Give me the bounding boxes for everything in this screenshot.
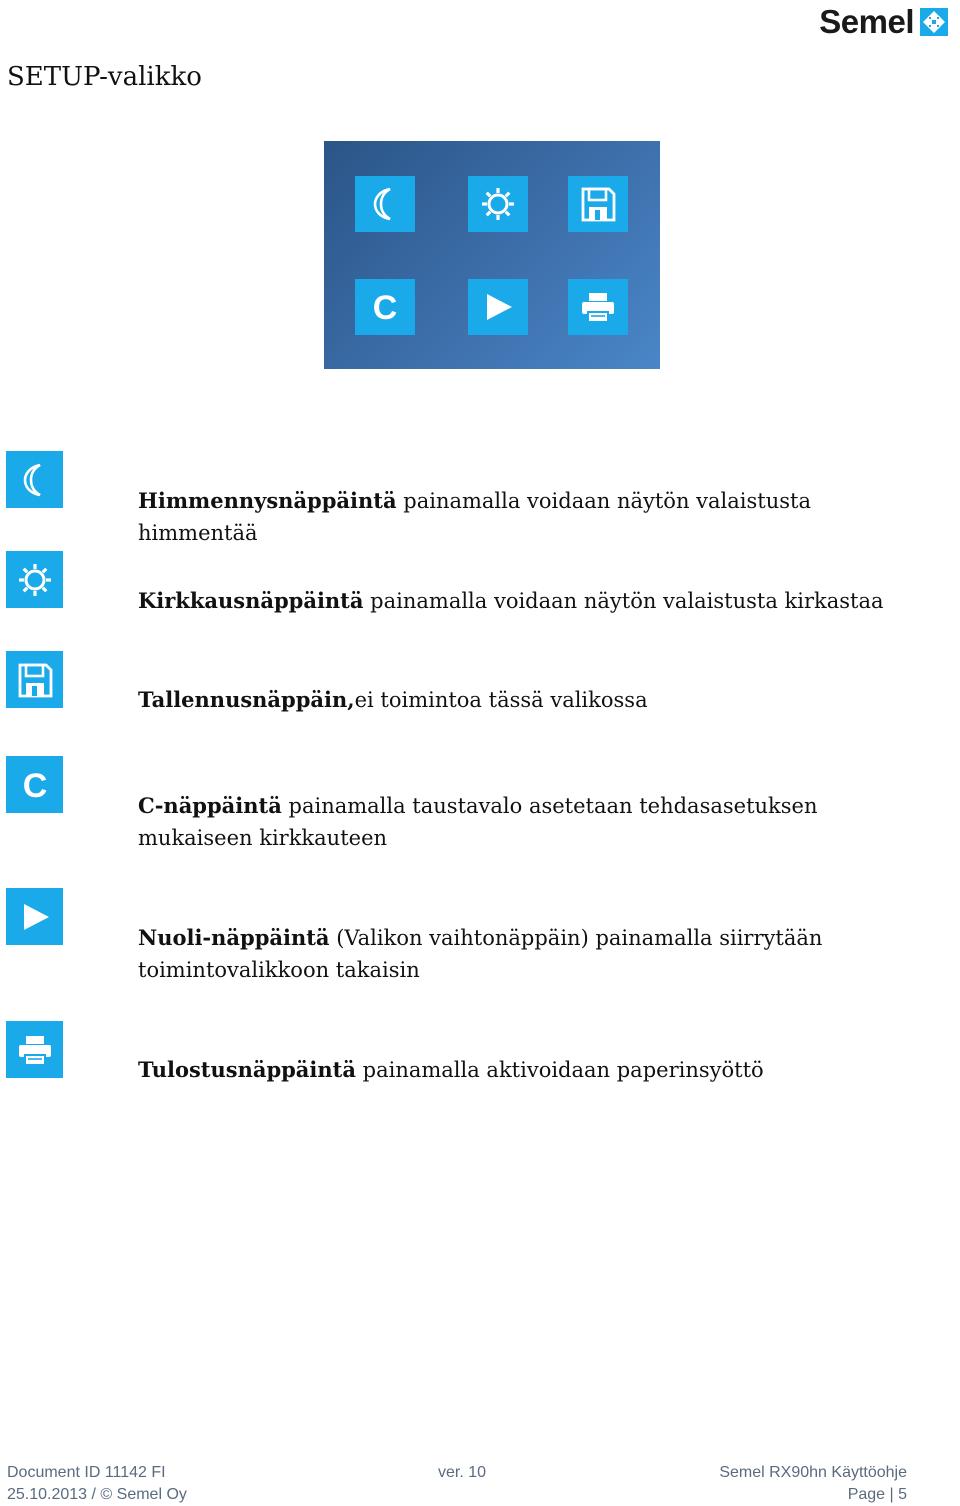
item-term: Nuoli-näppäintä (138, 925, 330, 950)
footer-date-company: 25.10.2013 / © Semel Oy (7, 1486, 187, 1503)
footer-manual-title: Semel RX90hn Käyttöohje (719, 1464, 907, 1481)
printer-icon (576, 285, 620, 329)
item-description (138, 1054, 928, 1086)
item-text: painamalla taustavalo asetetaan tehdasasetuksen mukaiseen kirkkauteen (138, 794, 818, 850)
moon-icon (13, 458, 57, 502)
arrow-icon (13, 895, 57, 939)
item-text: ei toimintoa tässä valikossa (354, 688, 648, 712)
logo-wordmark: Semel (819, 3, 914, 40)
save-key-icon-box (6, 651, 63, 708)
moon-icon (363, 182, 407, 226)
print-key-icon-box (6, 1021, 63, 1078)
c-icon (363, 285, 407, 329)
arrow-icon (476, 285, 520, 329)
footer-document-id: Document ID 11142 FI (7, 1464, 166, 1481)
item-term: Tulostusnäppäintä (138, 1057, 356, 1082)
panel-save-key[interactable] (568, 176, 628, 232)
panel-dim-key[interactable] (355, 176, 415, 232)
item-term: C-näppäintä (138, 793, 282, 818)
panel-c-key[interactable] (355, 279, 415, 335)
page-title: SETUP-valikko (7, 62, 202, 92)
item-description (138, 485, 928, 549)
item-description (138, 922, 928, 986)
item-text: (Valikon vaihtonäppäin) painamalla siirrytään toimintovalikkoon takaisin (138, 926, 823, 982)
panel-brightness-key[interactable] (468, 176, 528, 232)
item-description (138, 585, 928, 617)
brightness-key-icon-box (6, 551, 63, 608)
footer-version: ver. 10 (438, 1464, 487, 1481)
panel-print-key[interactable] (568, 279, 628, 335)
arrow-key-icon-box (6, 888, 63, 945)
save-icon (576, 182, 620, 226)
sun-icon (476, 182, 520, 226)
c-key-icon-box (6, 756, 63, 813)
item-term: Tallennusnäppäin, (138, 687, 355, 712)
item-description (138, 684, 928, 716)
setup-menu-panel (324, 141, 660, 369)
item-text: painamalla aktivoidaan paperinsyöttö (355, 1058, 764, 1082)
svg-text:C: C (372, 289, 398, 327)
panel-arrow-key[interactable] (468, 279, 528, 335)
printer-icon (13, 1028, 57, 1072)
item-term: Kirkkausnäppäintä (138, 588, 364, 613)
semel-logo (819, 4, 948, 40)
item-description (138, 790, 928, 854)
item-text: painamalla voidaan näytön valaistusta himmentää (138, 489, 811, 545)
svg-text:C: C (22, 766, 47, 805)
sun-icon (13, 558, 57, 602)
footer-page-number: Page | 5 (847, 1486, 907, 1503)
item-term: Himmennysnäppäintä (138, 488, 397, 513)
item-text: painamalla voidaan näytön valaistusta kirkastaa (363, 589, 884, 613)
logo-mark-icon (920, 8, 948, 36)
dim-key-icon-box (6, 451, 63, 508)
save-icon (13, 658, 57, 702)
c-icon (13, 763, 57, 807)
